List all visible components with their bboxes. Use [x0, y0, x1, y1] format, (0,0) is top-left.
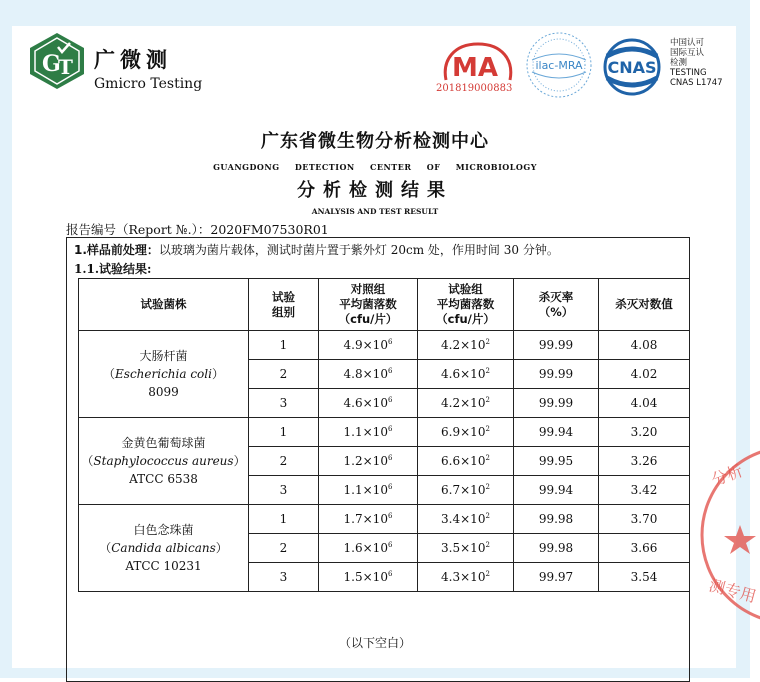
group-cell: 1 [249, 418, 319, 447]
log-kill-cell: 3.26 [599, 447, 690, 476]
strain-name-latin: （Staphylococcus aureus） [81, 454, 246, 468]
log-kill-cell: 3.70 [599, 505, 690, 534]
test-count-cell: $4.2\times 10^2$ [418, 331, 514, 360]
frame-left [0, 0, 12, 678]
group-cell: 2 [249, 534, 319, 563]
test-count-cell: $4.6\times 10^2$ [418, 360, 514, 389]
group-cell: 3 [249, 563, 319, 592]
ilac-mra-logo-icon [524, 30, 594, 100]
kill-rate-cell: 99.95 [514, 447, 599, 476]
ilac-label: ilac-MRA [535, 59, 583, 72]
table-row [79, 331, 690, 360]
pretreatment-text: 以玻璃为菌片载体，测试时菌片置于紫外灯 20cm 处，作用时间 30 分钟。 [158, 243, 559, 257]
control-count-cell: $1.2\times 10^6$ [319, 447, 418, 476]
header-kill-rate: 杀灭率 （%） [514, 279, 599, 331]
cnas-text-line: 检测 [670, 58, 688, 68]
end-note: （以下空白） [338, 636, 411, 650]
header-log-kill: 杀灭对数值 [599, 279, 690, 331]
test-count-cell: $6.6\times 10^2$ [418, 447, 514, 476]
cma-logo-icon [440, 40, 516, 84]
log-kill-cell: 3.42 [599, 476, 690, 505]
header-strain: 试验菌株 [79, 279, 249, 331]
svg-text:分析: 分析 [708, 460, 746, 490]
header-control: 对照组 平均菌落数 （cfu/片） [319, 279, 418, 331]
kill-rate-cell: 99.99 [514, 389, 599, 418]
log-kill-cell: 3.66 [599, 534, 690, 563]
cnas-text-line: TESTING [670, 68, 707, 78]
strain-code: ATCC 10231 [125, 559, 202, 573]
results-table [78, 278, 690, 592]
kill-rate-cell: 99.94 [514, 476, 599, 505]
pretreatment-label: 1.样品前处理： [74, 243, 159, 257]
control-count-cell: $1.1\times 10^6$ [319, 476, 418, 505]
strain-code: ATCC 6538 [129, 472, 198, 486]
gmicro-logo-icon [28, 32, 86, 90]
strain-name-cn: 白色念珠菌 [133, 523, 194, 537]
control-count-cell: $1.7\times 10^6$ [319, 505, 418, 534]
kill-rate-cell: 99.94 [514, 418, 599, 447]
official-stamp [700, 440, 760, 630]
cnas-label: CNAS [607, 58, 657, 77]
strain-name-cn: 金黄色葡萄球菌 [121, 436, 206, 450]
kill-rate-cell: 99.97 [514, 563, 599, 592]
brand-name-cn: 广微测 [94, 48, 172, 72]
test-count-cell: $4.2\times 10^2$ [418, 389, 514, 418]
test-count-cell: $3.4\times 10^2$ [418, 505, 514, 534]
control-count-cell: $1.1\times 10^6$ [319, 418, 418, 447]
control-count-cell: $4.6\times 10^6$ [319, 389, 418, 418]
pretreatment-line [74, 241, 559, 258]
frame-top [0, 0, 750, 26]
test-count-cell: $4.3\times 10^2$ [418, 563, 514, 592]
kill-rate-cell: 99.99 [514, 360, 599, 389]
table-row [79, 505, 690, 534]
test-count-cell: $3.5\times 10^2$ [418, 534, 514, 563]
svg-text:G: G [42, 51, 61, 77]
cma-number: 201819000883 [436, 83, 513, 94]
document-subtitle-en: ANALYSIS AND TEST RESULT [311, 207, 439, 216]
strain-code: 8099 [148, 385, 179, 399]
document-title-en: GUANGDONG DETECTION CENTER OF MICROBIOLOGY [213, 162, 537, 172]
kill-rate-cell: 99.99 [514, 331, 599, 360]
strain-cell [79, 331, 249, 418]
cnas-logo-icon [598, 38, 666, 96]
control-count-cell: $4.8\times 10^6$ [319, 360, 418, 389]
svg-text:T: T [58, 55, 73, 79]
log-kill-cell: 3.54 [599, 563, 690, 592]
svg-text:MA: MA [452, 53, 498, 83]
test-count-cell: $6.9\times 10^2$ [418, 418, 514, 447]
group-cell: 1 [249, 505, 319, 534]
group-cell: 3 [249, 476, 319, 505]
strain-name-latin: （Escherichia coli） [103, 367, 224, 381]
cnas-text [670, 38, 723, 88]
section-title: 1.1.试验结果: [74, 262, 152, 276]
control-count-cell: $1.5\times 10^6$ [319, 563, 418, 592]
header-group: 试验 组别 [249, 279, 319, 331]
strain-name-cn: 大肠杆菌 [139, 349, 188, 363]
table-header-row [79, 279, 690, 331]
document-title-cn: 广东省微生物分析检测中心 [261, 131, 489, 152]
document-subtitle-cn: 分析检测结果 [297, 180, 453, 201]
kill-rate-cell: 99.98 [514, 505, 599, 534]
group-cell: 1 [249, 331, 319, 360]
test-count-cell: $6.7\times 10^2$ [418, 476, 514, 505]
header-test: 试验组 平均菌落数 （cfu/片） [418, 279, 514, 331]
brand-name-en: Gmicro Testing [94, 76, 203, 92]
log-kill-cell: 4.08 [599, 331, 690, 360]
cnas-text-line: CNAS L1747 [670, 78, 723, 88]
report-number: 报告编号（Report №.）：2020FM07530R01 [66, 222, 329, 237]
kill-rate-cell: 99.98 [514, 534, 599, 563]
group-cell: 2 [249, 360, 319, 389]
control-count-cell: $1.6\times 10^6$ [319, 534, 418, 563]
cnas-text-line: 国际互认 [670, 48, 705, 58]
log-kill-cell: 4.04 [599, 389, 690, 418]
svg-text:测专用: 测专用 [706, 575, 759, 607]
cnas-text-line: 中国认可 [670, 38, 705, 48]
group-cell: 3 [249, 389, 319, 418]
strain-cell [79, 505, 249, 592]
strain-cell [79, 418, 249, 505]
table-row [79, 418, 690, 447]
log-kill-cell: 4.02 [599, 360, 690, 389]
log-kill-cell: 3.20 [599, 418, 690, 447]
group-cell: 2 [249, 447, 319, 476]
strain-name-latin: （Candida albicans） [99, 541, 228, 555]
control-count-cell: $4.9\times 10^6$ [319, 331, 418, 360]
